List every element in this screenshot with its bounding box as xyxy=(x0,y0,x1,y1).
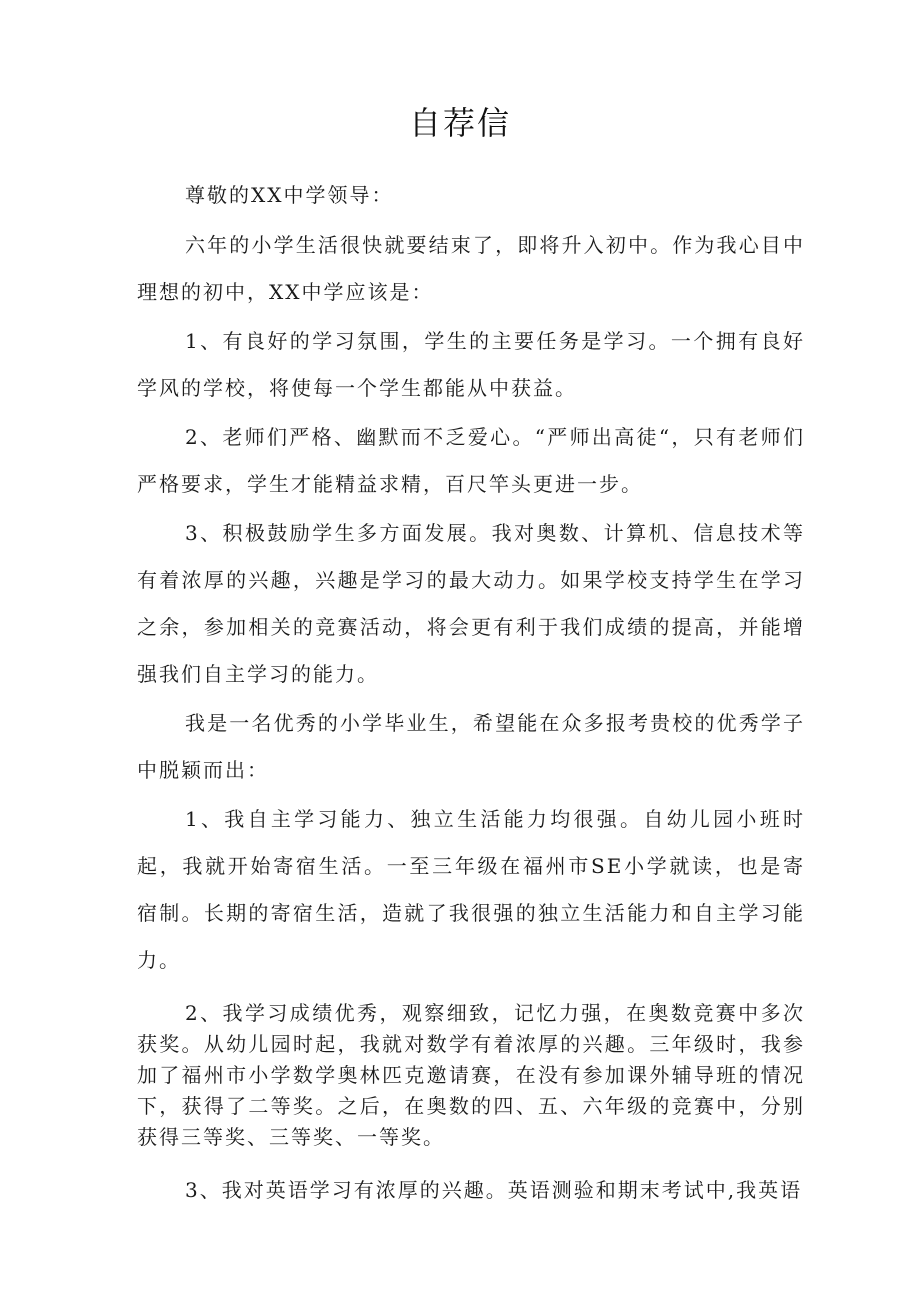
paragraph-intro: 六年的小学生活很快就要结束了，即将升入初中。作为我心目中理想的初中，XX中学应该是： xyxy=(137,233,805,304)
document-title: 自荐信 xyxy=(408,104,511,142)
paragraph-expectation-2: 2、老师们严格、幽默而不乏爱心。“严师出高徒“，只有老师们严格要求，学生才能精益求精，百尺竿头更进一步。 xyxy=(137,425,805,496)
paragraph-expectation-3: 3、积极鼓励学生多方面发展。我对奥数、计算机、信息技术等有着浓厚的兴趣，兴趣是学习的最大动力。如果学校支持学生在学习之余，参加相关的竞赛活动，将会更有利于我们成绩的提高，并能增强我们自主学习的能力。 xyxy=(137,521,805,686)
letter-body xyxy=(137,170,805,1216)
paragraph-strength-3: 3、我对英语学习有浓厚的兴趣。英语测验和期末考试中,我英语 xyxy=(185,1178,803,1202)
paragraph-strength-1: 1、我自主学习能力、独立生活能力均很强。自幼儿园小班时起，我就开始寄宿生活。一至三年级在福州市SE小学就读，也是寄宿制。长期的寄宿生活，造就了我很强的独立生活能力和自主学习能力。 xyxy=(137,807,805,972)
letter-greeting: 尊敬的XX中学领导： xyxy=(185,183,394,207)
paragraph-strength-2: 2、我学习成绩优秀，观察细致，记忆力强，在奥数竞赛中多次获奖。从幼儿园时起，我就对数学有着浓厚的兴趣。三年级时，我参加了福州市小学数学奥林匹克邀请赛，在没有参加课外辅导班的情况下，获得了二等奖。之后，在奥数的四、五、六年级的竞赛中，分别获得三等奖、三等奖、一等奖。 xyxy=(137,1001,805,1149)
paragraph-expectation-1: 1、有良好的学习氛围，学生的主要任务是学习。一个拥有良好学风的学校，将使每一个学生都能从中获益。 xyxy=(137,329,805,400)
paragraph-self-intro: 我是一名优秀的小学毕业生，希望能在众多报考贵校的优秀学子中脱颖而出： xyxy=(137,711,805,782)
